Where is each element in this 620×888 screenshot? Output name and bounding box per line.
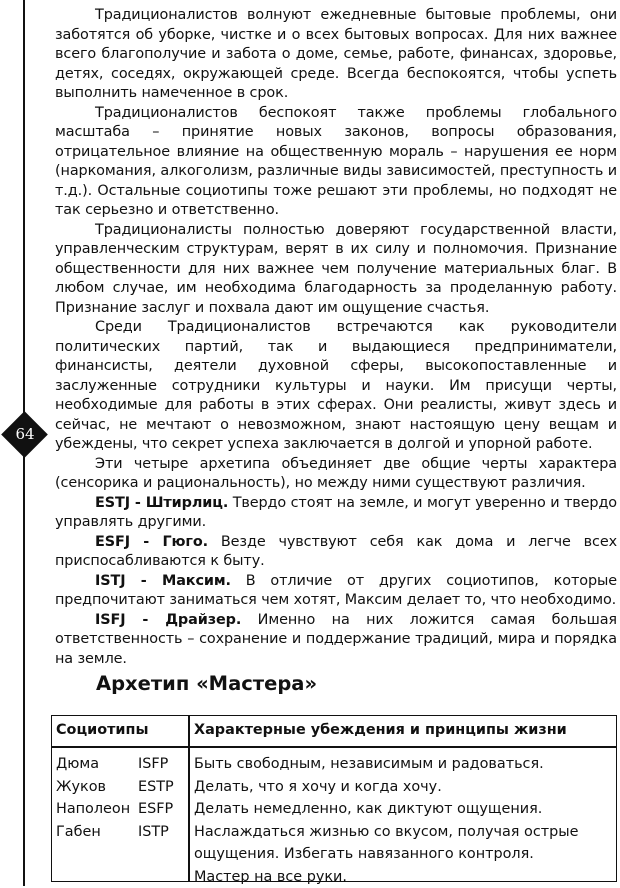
type-paragraph-isfj [55, 611, 617, 670]
type-paragraph-esfj [55, 533, 617, 572]
page-number-badge [1, 411, 49, 459]
body-text [55, 6, 617, 669]
paragraph: Традиционалистов волнуют ежедневные бытовые проблемы, они заботятся об уборке, чистке и о всех бытовых вопросах. Для них важнее всего благополучие и забота о доме, семье, работе, финансах, здоровье, детях, соседях, окружающей среде. Всегда беспокоятся, чтобы успеть выполнить намеченное в срок. [55, 6, 617, 104]
type-label: ISTJ - Максим. [95, 573, 231, 589]
type-label: ESFJ - Гюго. [95, 534, 208, 550]
page-number: 64 [1, 425, 49, 443]
belief-line: ощущения. Избегать навязанного контроля. [194, 843, 579, 866]
type-description: Именно на них ложится самая большая ответственность – сохранение и поддержание традиций, мира и порядка на земле. [55, 612, 617, 667]
sociotype-code: ESTP [138, 776, 174, 799]
belief-line: Делать немедленно, как диктуют ощущения. [194, 798, 579, 821]
type-paragraph-estj [55, 494, 617, 533]
type-paragraph-istj [55, 572, 617, 611]
paragraph: Среди Традиционалистов встречаются как руководители политических партий, так и выдающиеся предприниматели, финансисты, деятели духовной сферы, высокопоставленные и заслуженные сотрудники культуры и науки. Им присущи черты, необходимые для работы в этих сферах. Они реалисты, живут здесь и сейчас, не мечтают о невозможном, знают настоящую цену вещам и убеждены, что секрет успеха заключается в долгой и упорной работе. [55, 318, 617, 455]
sociotype-code: ISTP [138, 821, 169, 844]
sociotype-code: ISFP [138, 753, 168, 776]
section-title: Архетип «Мастера» [96, 672, 317, 695]
belief-line: Делать, что я хочу и когда хочу. [194, 776, 579, 799]
belief-line: Мастер на все руки. [194, 866, 579, 888]
type-label: ISFJ - Драйзер. [95, 612, 241, 628]
beliefs-list [194, 753, 579, 888]
table-header-beliefs: Характерные убеждения и принципы жизни [194, 722, 567, 738]
type-description: Твердо стоят на земле, и могут уверенно и твердо управлять другими. [55, 495, 617, 531]
sociotype-name: Дюма [56, 753, 99, 776]
sociotype-name: Габен [56, 821, 101, 844]
paragraph: Эти четыре архетипа объединяет две общие черты характера (сенсорика и рациональность), но между ними существуют различия. [55, 455, 617, 494]
table-column-divider [188, 716, 190, 881]
paragraph: Традиционалистов беспокоят также проблемы глобального масштаба – принятие новых законов, вопросы образования, отрицательное влияние на общественную мораль – нарушения ее норм (наркомания, алкоголизм, различные виды зависимостей, преступность и т.д.). Остальные социотипы тоже решают эти проблемы, но подходят не так серьезно и ответственно. [55, 104, 617, 221]
table-header-sociotypes: Социотипы [56, 722, 148, 738]
sociotype-name: Жуков [56, 776, 106, 799]
table-header-divider [52, 746, 616, 748]
belief-line: Быть свободным, независимым и радоваться. [194, 753, 579, 776]
belief-line: Наслаждаться жизнью со вкусом, получая острые [194, 821, 579, 844]
paragraph: Традиционалисты полностью доверяют государственной власти, управленческим структурам, верят в их силу и полномочия. Признание общественности для них важнее чем получение материальных благ. В любом случае, им необходима благодарность за проделанную работу. Признание заслуг и похвала дают им ощущение счастья. [55, 221, 617, 319]
type-description: Везде чувствуют себя как дома и легче всех приспосабливаются к быту. [55, 534, 617, 570]
sociotype-code: ESFP [138, 798, 173, 821]
type-description: В отличие от других социотипов, которые предпочитают заниматься чем хотят, Максим делает то, что необходимо. [55, 573, 617, 609]
sociotype-name: Наполеон [56, 798, 130, 821]
sociotype-table [51, 715, 617, 882]
type-label: ESTJ - Штирлиц. [95, 495, 228, 511]
